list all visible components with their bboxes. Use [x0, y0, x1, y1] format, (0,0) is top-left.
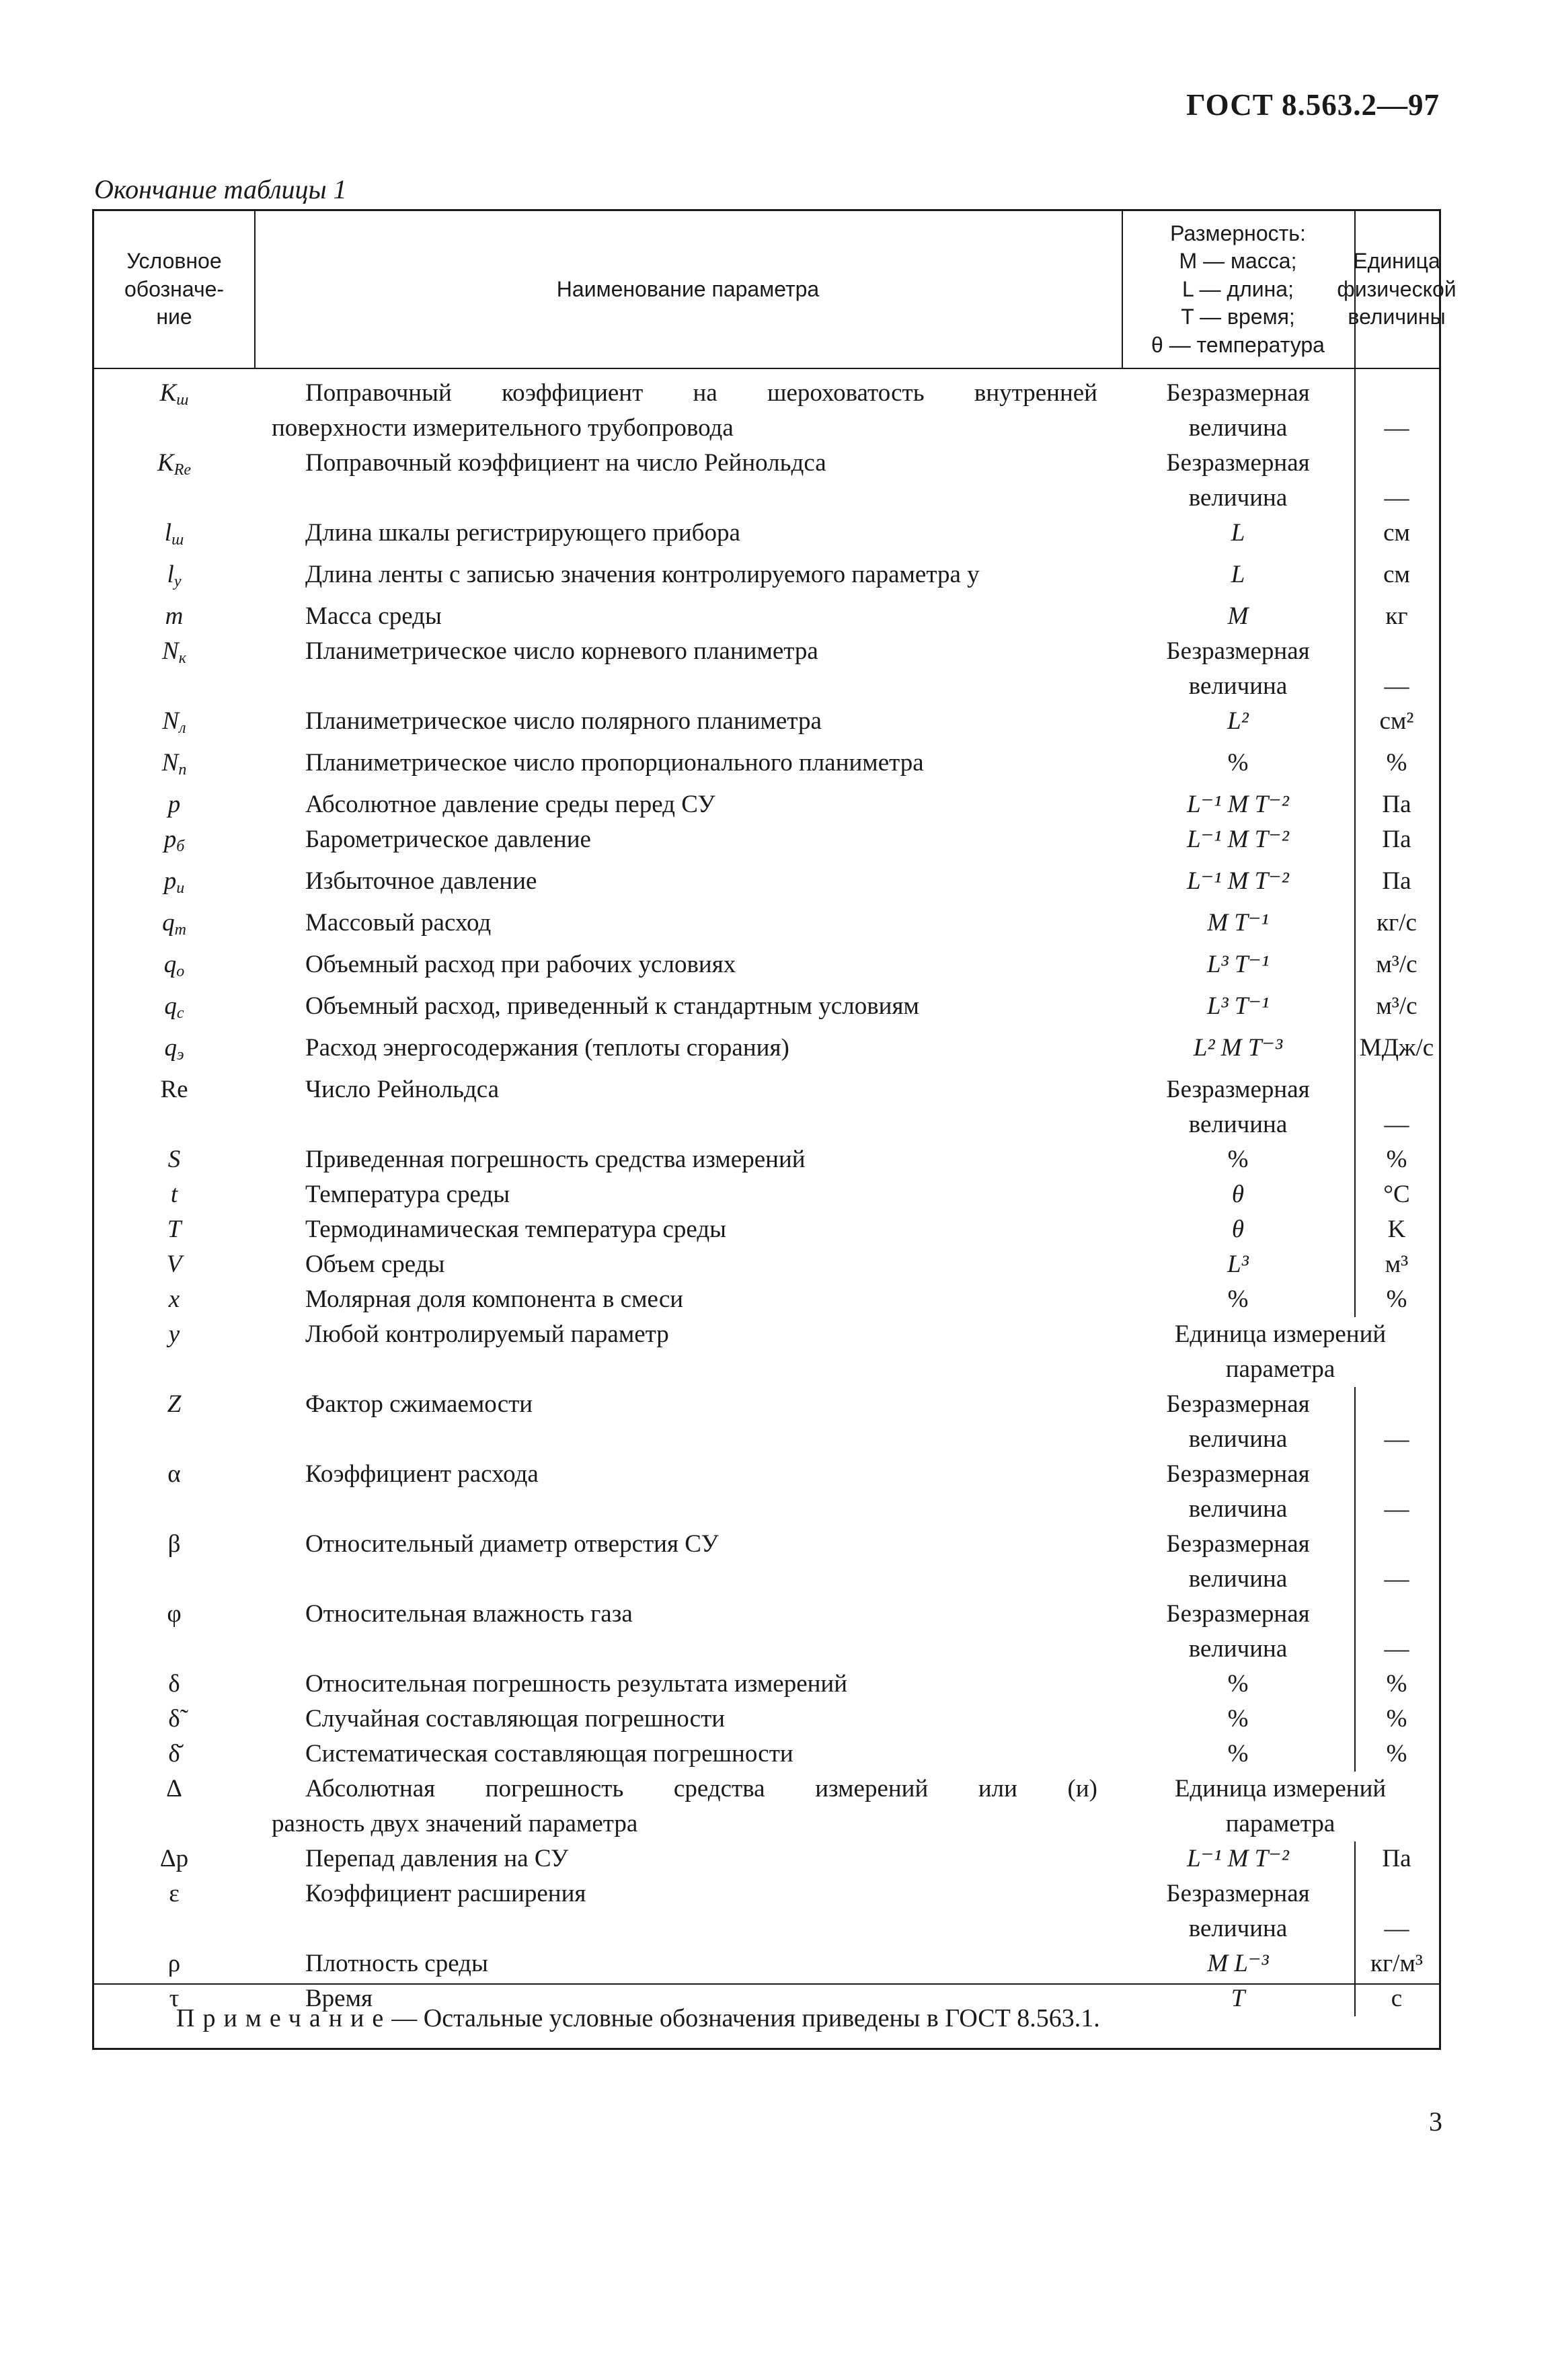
table-row — [94, 1247, 1439, 1282]
row-symbol: ε — [169, 1880, 180, 1907]
table-row — [94, 1737, 1439, 1772]
unit-divider — [1354, 1876, 1356, 1946]
row-name: Относительный диаметр отверстия СУ — [305, 1530, 719, 1558]
unit-divider — [1354, 704, 1356, 746]
row-dimension: L — [1231, 561, 1245, 588]
row-name: Коэффициент расхода — [305, 1460, 539, 1488]
row-name: Поправочный коэффициент на число Рейнольдса — [305, 449, 826, 477]
table-row — [94, 864, 1439, 906]
row-dimension: θ — [1231, 1216, 1245, 1243]
row-name: Термодинамическая температура среды — [305, 1216, 727, 1243]
row-symbol: $p_б$ — [163, 826, 185, 855]
row-dimension: Безразмерная величина — [1166, 1460, 1310, 1523]
row-merged-unit: Единица измерений параметра — [1174, 1775, 1387, 1837]
row-symbol: $N_к$ — [162, 637, 186, 667]
note-label: Примечание — [176, 2004, 392, 2032]
page-number: 3 — [1429, 2106, 1442, 2137]
row-name: Абсолютная погрешность средства измерений или (и) разность двух значений параметра — [272, 1775, 1097, 1837]
table-row — [94, 1841, 1439, 1876]
row-name: Случайная составляющая погрешности — [305, 1705, 726, 1733]
header-dimension: Размерность: M — масса; L — длина; T — время; θ — температура — [1151, 221, 1325, 357]
unit-divider — [1354, 1527, 1356, 1597]
row-name: Абсолютное давление среды перед СУ — [305, 791, 715, 818]
row-symbol: $l_y$ — [167, 561, 182, 590]
row-unit: Па — [1382, 791, 1411, 818]
unit-divider — [1354, 1737, 1356, 1772]
row-unit: см² — [1379, 707, 1414, 735]
row-name: Коэффициент расширения — [305, 1880, 586, 1907]
row-unit: — — [1384, 1565, 1409, 1593]
header-symbol: Условное обозначе- ние — [124, 249, 225, 329]
table-row — [94, 1527, 1439, 1597]
row-dimension: M — [1227, 602, 1249, 630]
table-row — [94, 947, 1439, 989]
row-dimension: M T⁻¹ — [1207, 909, 1269, 937]
unit-divider — [1354, 906, 1356, 947]
row-dimension: Безразмерная величина — [1166, 379, 1310, 442]
row-symbol: y — [168, 1320, 180, 1348]
unit-divider — [1354, 822, 1356, 864]
row-symbol: Δp — [159, 1845, 189, 1872]
row-unit: — — [1384, 1915, 1409, 1942]
row-unit: см — [1383, 519, 1410, 547]
unit-divider — [1354, 634, 1356, 704]
row-symbol: $N_п$ — [161, 749, 187, 779]
unit-divider — [1354, 1841, 1356, 1876]
row-name: Поправочный коэффициент на шероховатость внутренней поверхности измерительного трубопровода — [272, 379, 1097, 442]
row-dimension: L³ — [1227, 1251, 1249, 1278]
table-row — [94, 787, 1439, 822]
table-note — [94, 1985, 1439, 2052]
row-symbol: T — [167, 1216, 182, 1243]
row-symbol: m — [165, 602, 184, 630]
unit-divider — [1354, 557, 1356, 599]
row-name: Расход энергосодержания (теплоты сгорания) — [305, 1034, 789, 1062]
unit-divider — [1354, 516, 1356, 557]
row-dimension: % — [1227, 1146, 1249, 1173]
unit-divider — [1354, 1282, 1356, 1317]
row-symbol: δ̆ — [168, 1740, 180, 1768]
row-unit: — — [1384, 1635, 1409, 1663]
row-dimension: % — [1227, 1705, 1249, 1733]
row-unit: — — [1384, 1495, 1409, 1523]
table-row — [94, 376, 1439, 446]
row-symbol: S — [167, 1146, 181, 1173]
unit-divider — [1354, 989, 1356, 1031]
unit-divider — [1354, 1387, 1356, 1457]
row-dimension: % — [1227, 1670, 1249, 1698]
table-row — [94, 599, 1439, 634]
row-name: Фактор сжимаемости — [305, 1390, 533, 1418]
unit-divider — [1354, 1212, 1356, 1247]
row-name: Время — [305, 1985, 373, 2012]
row-unit: — — [1384, 414, 1409, 442]
row-dimension: L⁻¹ M T⁻² — [1187, 791, 1289, 818]
table-row — [94, 1212, 1439, 1247]
row-symbol: t — [170, 1181, 178, 1208]
row-dimension: Безразмерная величина — [1166, 1880, 1310, 1942]
row-unit: кг — [1385, 602, 1408, 630]
row-name: Длина ленты с записью значения контролируемого параметра y — [305, 561, 980, 588]
table-row — [94, 746, 1439, 787]
unit-divider — [1354, 1702, 1356, 1737]
unit-divider — [1354, 864, 1356, 906]
table-row — [94, 1702, 1439, 1737]
row-symbol: $K_ш$ — [159, 379, 189, 409]
note-text: — Остальные условные обозначения приведены в ГОСТ 8.563.1. — [391, 2004, 1100, 2032]
table-row — [94, 634, 1439, 704]
row-dimension: Безразмерная величина — [1166, 1600, 1310, 1663]
row-unit: — — [1384, 484, 1409, 512]
row-dimension: % — [1227, 1740, 1249, 1768]
row-name: Любой контролируемый параметр — [305, 1320, 669, 1348]
row-name: Длина шкалы регистрирующего прибора — [305, 519, 740, 547]
row-dimension: L⁻¹ M T⁻² — [1187, 867, 1289, 895]
row-symbol: Re — [160, 1076, 188, 1103]
unit-divider — [1354, 1247, 1356, 1282]
row-symbol: $p_и$ — [163, 867, 185, 897]
row-dimension: Безразмерная величина — [1166, 449, 1310, 512]
row-unit: — — [1384, 1111, 1409, 1138]
row-unit: % — [1386, 1740, 1407, 1768]
row-symbol: δ̃ — [168, 1705, 180, 1733]
row-symbol: x — [168, 1285, 180, 1313]
row-dimension: L — [1231, 519, 1245, 547]
row-name: Приведенная погрешность средства измерений — [305, 1146, 806, 1173]
table-row — [94, 1317, 1439, 1387]
parameters-table — [92, 209, 1456, 2050]
table-row — [94, 1142, 1439, 1177]
row-symbol: β — [167, 1530, 181, 1558]
row-unit: кг/м³ — [1370, 1950, 1423, 1977]
unit-divider — [1354, 1946, 1356, 1981]
row-name: Число Рейнольдса — [305, 1076, 500, 1103]
header-rule — [94, 368, 1439, 369]
row-symbol: $N_л$ — [162, 707, 186, 737]
row-name: Объемный расход, приведенный к стандартным условиям — [305, 992, 919, 1020]
row-name: Планиметрическое число полярного планиметра — [305, 707, 822, 735]
table-row — [94, 1457, 1439, 1527]
unit-divider — [1354, 787, 1356, 822]
row-unit: % — [1386, 1705, 1407, 1733]
unit-divider — [1354, 368, 1356, 376]
table-row — [94, 1282, 1439, 1317]
row-unit: % — [1386, 1285, 1407, 1313]
row-name: Систематическая составляющая погрешности — [305, 1740, 793, 1768]
row-symbol: τ — [169, 1985, 180, 2012]
unit-divider — [1354, 1072, 1356, 1142]
table-row — [94, 1772, 1439, 1841]
row-name: Относительная погрешность результата измерений — [305, 1670, 848, 1698]
row-dimension: Безразмерная величина — [1166, 1530, 1310, 1593]
row-unit: % — [1386, 749, 1407, 777]
table-body — [94, 376, 1439, 2016]
table-row — [94, 906, 1439, 947]
unit-divider — [1354, 1597, 1356, 1667]
unit-divider — [1354, 1667, 1356, 1702]
row-dimension: Безразмерная величина — [1166, 637, 1310, 700]
table-row — [94, 1667, 1439, 1702]
unit-divider — [1354, 376, 1356, 446]
unit-divider — [1354, 746, 1356, 787]
row-unit: кг/с — [1376, 909, 1417, 937]
row-unit: Па — [1382, 867, 1411, 895]
unit-divider — [1354, 1031, 1356, 1072]
row-dimension: L⁻¹ M T⁻² — [1187, 1845, 1289, 1872]
row-symbol: $q_с$ — [164, 992, 184, 1022]
row-unit: м³/с — [1376, 992, 1417, 1020]
table-row — [94, 989, 1439, 1031]
row-name: Перепад давления на СУ — [305, 1845, 569, 1872]
row-unit: Па — [1382, 1845, 1411, 1872]
row-dimension: θ — [1231, 1181, 1245, 1208]
row-dimension: T — [1231, 1985, 1245, 2012]
row-unit: м³/с — [1376, 951, 1417, 978]
row-name: Барометрическое давление — [305, 826, 591, 853]
unit-divider — [1354, 446, 1356, 516]
table-row — [94, 822, 1439, 864]
row-dimension: L² M T⁻³ — [1193, 1034, 1283, 1062]
row-unit: % — [1386, 1146, 1407, 1173]
table-row — [94, 1876, 1439, 1946]
row-symbol: $q_э$ — [164, 1034, 184, 1064]
row-dimension: Безразмерная величина — [1166, 1390, 1310, 1453]
row-name: Массовый расход — [305, 909, 492, 937]
row-name: Плотность среды — [305, 1950, 488, 1977]
row-name: Объемный расход при рабочих условиях — [305, 951, 736, 978]
row-unit: Па — [1382, 826, 1411, 853]
row-unit: — — [1384, 1425, 1409, 1453]
row-name: Объем среды — [305, 1251, 445, 1278]
table-row — [94, 1946, 1439, 1981]
table-row — [94, 557, 1439, 599]
table-row — [94, 1031, 1439, 1072]
row-symbol: V — [166, 1251, 182, 1278]
row-dimension: L² — [1227, 707, 1249, 735]
unit-divider — [1354, 947, 1356, 989]
row-dimension: L³ T⁻¹ — [1206, 992, 1270, 1020]
row-symbol: $K_{Re}$ — [157, 449, 191, 479]
row-unit: м³ — [1385, 1251, 1409, 1278]
row-name: Температура среды — [305, 1181, 510, 1208]
unit-divider — [1354, 1981, 1356, 2016]
row-name: Планиметрическое число пропорционального планиметра — [305, 749, 924, 777]
row-dimension: Безразмерная величина — [1166, 1076, 1310, 1138]
row-merged-unit: Единица измерений параметра — [1174, 1320, 1387, 1383]
row-unit: см — [1383, 561, 1410, 588]
row-name: Относительная влажность газа — [305, 1600, 633, 1628]
row-dimension: % — [1227, 1285, 1249, 1313]
row-symbol: Z — [167, 1390, 182, 1418]
row-unit: — — [1384, 672, 1409, 700]
table-row — [94, 446, 1439, 516]
table-row — [94, 516, 1439, 557]
table-row — [94, 1177, 1439, 1212]
row-unit: °C — [1383, 1181, 1410, 1208]
row-dimension: M L⁻³ — [1207, 1950, 1269, 1977]
row-dimension: L⁻¹ M T⁻² — [1187, 826, 1289, 853]
row-dimension: % — [1227, 749, 1249, 777]
unit-divider — [1354, 1177, 1356, 1212]
unit-divider — [1354, 1142, 1356, 1177]
row-symbol: p — [167, 791, 181, 818]
row-name: Молярная доля компонента в смеси — [305, 1285, 684, 1313]
row-symbol: $q_о$ — [163, 951, 185, 980]
row-unit: K — [1387, 1216, 1406, 1243]
row-symbol: $q_m$ — [162, 909, 186, 939]
row-symbol: α — [167, 1460, 181, 1488]
row-symbol: $l_ш$ — [164, 519, 184, 549]
table-row — [94, 1387, 1439, 1457]
header-unit: Единица физической величины — [1337, 249, 1456, 329]
row-unit: % — [1386, 1670, 1407, 1698]
unit-divider — [1354, 599, 1356, 634]
row-symbol: φ — [167, 1600, 182, 1628]
table-row — [94, 1072, 1439, 1142]
header-name: Наименование параметра — [556, 276, 820, 301]
row-dimension: L³ T⁻¹ — [1206, 951, 1270, 978]
row-name: Избыточное давление — [305, 867, 537, 895]
row-symbol: δ — [168, 1670, 180, 1698]
table-caption: Окончание таблицы 1 — [94, 174, 347, 204]
row-symbol: Δ — [166, 1775, 182, 1802]
table-row — [94, 704, 1439, 746]
row-name: Масса среды — [305, 602, 442, 630]
table-row — [94, 1597, 1439, 1667]
row-unit: с — [1391, 1985, 1403, 2012]
document-header: ГОСТ 8.563.2—97 — [1186, 88, 1440, 122]
row-name: Планиметрическое число корневого планиметра — [305, 637, 818, 665]
row-unit: МДж/с — [1359, 1034, 1434, 1062]
unit-divider — [1354, 1457, 1356, 1527]
row-symbol: ρ — [167, 1950, 181, 1977]
